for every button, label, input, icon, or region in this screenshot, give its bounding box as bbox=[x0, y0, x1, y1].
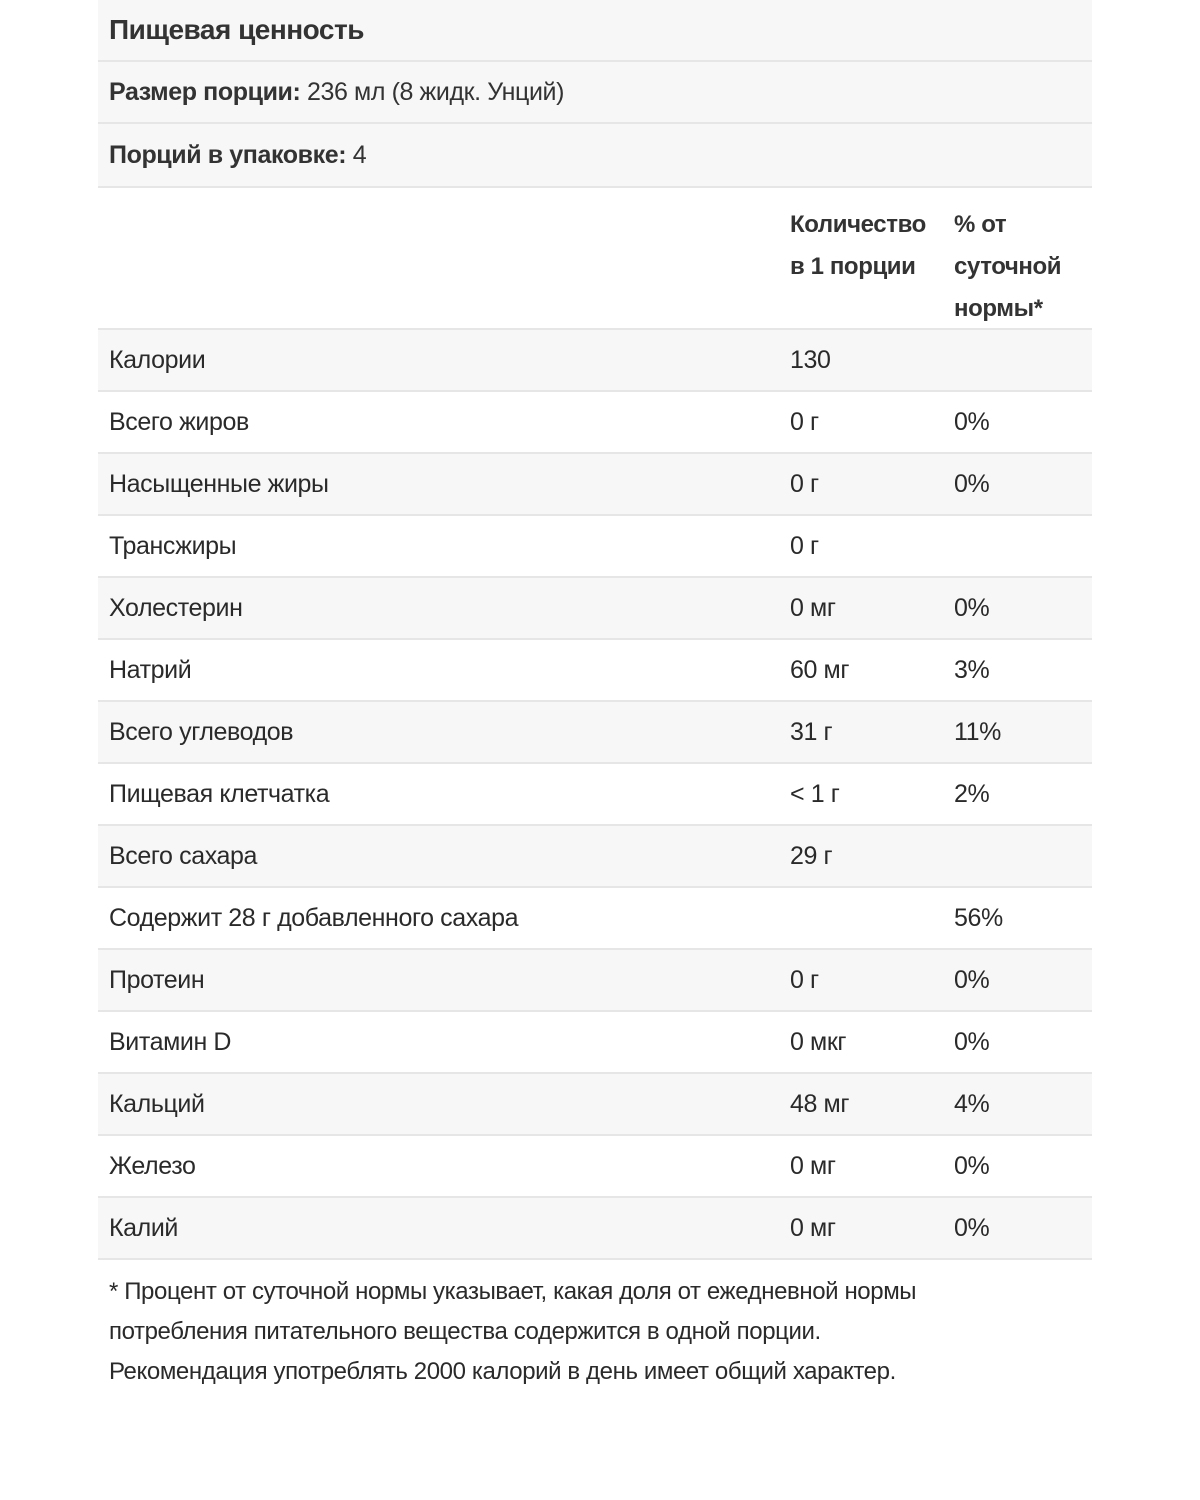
nutrient-name: Витамин D bbox=[109, 1028, 232, 1056]
nutrient-amount: 29 г bbox=[790, 842, 833, 870]
nutrient-daily-value: 0% bbox=[954, 470, 990, 498]
nutrient-daily-value: 0% bbox=[954, 966, 990, 994]
table-row bbox=[98, 950, 1092, 1012]
serving-size-value: 236 мл (8 жидк. Унций) bbox=[300, 77, 564, 106]
nutrient-daily-value: 11% bbox=[954, 718, 1001, 746]
nutrient-name: Всего сахара bbox=[109, 842, 258, 870]
nutrient-name: Железо bbox=[109, 1152, 196, 1180]
nutrient-name: Натрий bbox=[109, 656, 192, 684]
table-row bbox=[98, 1198, 1092, 1260]
nutrient-amount: 31 г bbox=[790, 718, 833, 746]
servings-per-container-value: 4 bbox=[346, 140, 367, 169]
nutrient-amount: 0 мг bbox=[790, 594, 836, 622]
column-header-row bbox=[98, 188, 1092, 330]
nutrient-daily-value: 4% bbox=[954, 1090, 990, 1118]
footnote-line: * Процент от суточной нормы указывает, какая доля от ежедневной нормы bbox=[109, 1278, 917, 1305]
nutrient-daily-value: 0% bbox=[954, 594, 990, 622]
nutrient-daily-value: 0% bbox=[954, 1028, 990, 1056]
nutrient-daily-value: 56% bbox=[954, 904, 1003, 932]
nutrient-name: Холестерин bbox=[109, 594, 243, 622]
table-row bbox=[98, 578, 1092, 640]
footnote-line: Рекомендация употреблять 2000 калорий в день имеет общий характер. bbox=[109, 1358, 896, 1385]
amount-header-line2: в 1 порции bbox=[790, 253, 916, 280]
nutrient-name: Пищевая клетчатка bbox=[109, 780, 330, 808]
serving-size-label: Размер порции: bbox=[109, 77, 301, 106]
nutrient-amount: 48 мг bbox=[790, 1090, 850, 1118]
nutrient-name: Всего жиров bbox=[109, 408, 249, 436]
table-row bbox=[98, 640, 1092, 702]
table-row bbox=[98, 392, 1092, 454]
nutrient-rows bbox=[98, 330, 1092, 1260]
nutrient-daily-value: 0% bbox=[954, 1214, 990, 1242]
daily-value-column-header bbox=[954, 204, 1084, 330]
serving-size-row bbox=[98, 62, 1092, 124]
table-row bbox=[98, 330, 1092, 392]
nutrient-amount: 0 мг bbox=[790, 1152, 836, 1180]
nutrient-amount: < 1 г bbox=[790, 780, 840, 808]
footnote-line: потребления питательного вещества содержится в одной порции. bbox=[109, 1318, 821, 1345]
table-row bbox=[98, 1136, 1092, 1198]
nutrient-name: Протеин bbox=[109, 966, 205, 994]
table-row bbox=[98, 702, 1092, 764]
nutrient-amount: 0 мкг bbox=[790, 1028, 847, 1056]
nutrient-name: Кальций bbox=[109, 1090, 205, 1118]
dv-header-line2: суточной bbox=[954, 253, 1062, 280]
nutrient-amount: 0 г bbox=[790, 408, 819, 436]
amount-header-line1: Количество bbox=[790, 211, 926, 238]
servings-per-container-label: Порций в упаковке: bbox=[109, 140, 347, 169]
table-row bbox=[98, 516, 1092, 578]
nutrient-amount: 0 г bbox=[790, 532, 819, 560]
table-row bbox=[98, 888, 1092, 950]
nutrient-name: Трансжиры bbox=[109, 532, 237, 560]
nutrient-amount: 130 bbox=[790, 346, 831, 374]
table-row bbox=[98, 1074, 1092, 1136]
nutrient-amount: 0 мг bbox=[790, 1214, 836, 1242]
table-row bbox=[98, 454, 1092, 516]
nutrient-daily-value: 3% bbox=[954, 656, 990, 684]
nutrient-amount: 0 г bbox=[790, 966, 819, 994]
amount-column-header bbox=[790, 204, 950, 288]
nutrient-amount: 60 мг bbox=[790, 656, 850, 684]
dv-header-line3: нормы* bbox=[954, 295, 1043, 322]
nutrient-amount: 0 г bbox=[790, 470, 819, 498]
dv-header-line1: % от bbox=[954, 211, 1007, 238]
table-row bbox=[98, 764, 1092, 826]
nutrient-name: Всего углеводов bbox=[109, 718, 294, 746]
nutrient-daily-value: 2% bbox=[954, 780, 990, 808]
nutrient-daily-value: 0% bbox=[954, 1152, 990, 1180]
nutrient-name: Калий bbox=[109, 1214, 178, 1242]
daily-value-footnote bbox=[98, 1260, 1069, 1392]
nutrient-name: Калории bbox=[109, 346, 206, 374]
table-row bbox=[98, 1012, 1092, 1074]
nutrient-name: Насыщенные жиры bbox=[109, 470, 329, 498]
nutrient-daily-value: 0% bbox=[954, 408, 990, 436]
nutrition-title bbox=[98, 0, 1092, 62]
nutrient-name: Содержит 28 г добавленного сахара bbox=[109, 904, 519, 932]
table-row bbox=[98, 826, 1092, 888]
servings-per-container-row bbox=[98, 124, 1092, 188]
nutrition-title-text: Пищевая ценность bbox=[109, 14, 364, 45]
nutrition-facts-panel bbox=[98, 0, 1092, 1392]
